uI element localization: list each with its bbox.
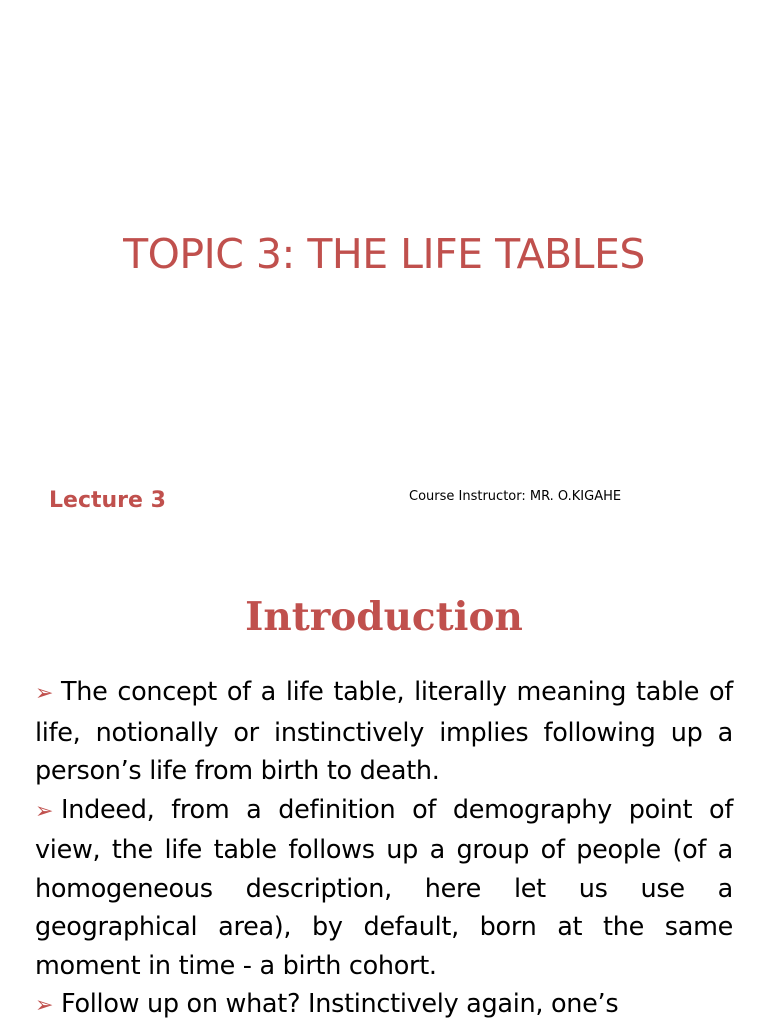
bullet-text: Indeed, from a definition of demography point of view, the life table follows up a group of people (of a homogeneous description, here let us use a geographical area), by default, born at the same moment in time - a birth cohort. <box>35 794 733 981</box>
course-instructor: Course Instructor: MR. O.KIGAHE <box>409 489 622 504</box>
bullet-text: Follow up on what? Instinctively again, one’s <box>61 989 619 1019</box>
bullet-text: The concept of a life table, literally meaning table of life, notionally or instinctively implies following up a person’s life from birth to death. <box>35 677 733 786</box>
bullet-list <box>35 673 733 1026</box>
introduction-heading: Introduction <box>245 594 523 640</box>
arrow-bullet-icon: ➢ <box>35 681 54 706</box>
lecture-label: Lecture 3 <box>49 488 166 513</box>
introduction-slide <box>0 580 768 1024</box>
slide-title: TOPIC 3: THE LIFE TABLES <box>123 230 645 278</box>
arrow-bullet-icon: ➢ <box>35 993 54 1018</box>
bullet-item <box>35 673 733 791</box>
arrow-bullet-icon: ➢ <box>35 798 54 824</box>
bullet-item <box>35 791 733 986</box>
bullet-item <box>35 985 733 1026</box>
